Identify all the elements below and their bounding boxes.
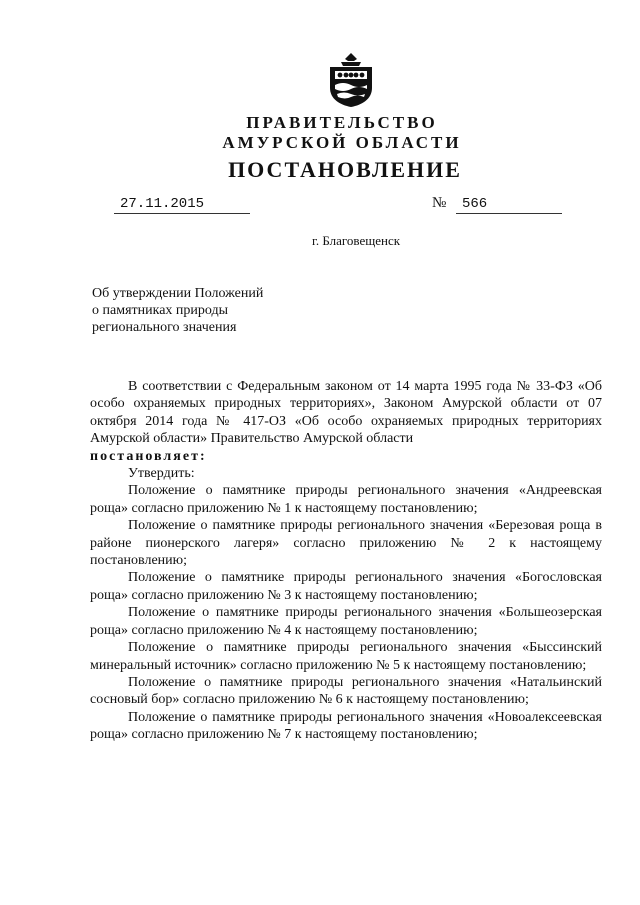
subject-line: о памятниках природы xyxy=(92,303,229,318)
decree-word: постановляет: xyxy=(90,448,207,464)
list-item: Положение о памятнике природы регионального значения «Андреевская роща» согласно приложению № 1 к настоящему постановлению; xyxy=(90,483,602,516)
list-item: Положение о памятнике природы регионального значения «Большеозерская роща» согласно приложению № 4 к настоящему постановлению; xyxy=(90,605,602,638)
government-title: ПРАВИТЕЛЬСТВО xyxy=(246,113,438,132)
region-title: АМУРСКОЙ ОБЛАСТИ xyxy=(222,133,462,152)
list-item: Положение о памятнике природы регионального значения «Березовая роща в районе пионерского лагеря» согласно приложению № 2 к настоящему постановлению; xyxy=(90,518,602,569)
coat-of-arms-emblem xyxy=(327,52,375,108)
document-body xyxy=(90,378,602,744)
number-sign: № xyxy=(432,195,447,211)
list-item: Положение о памятнике природы регионального значения «Быссинский минеральный источник» согласно приложению № 5 к настоящему постановлению; xyxy=(90,640,602,673)
date-underline xyxy=(114,213,250,214)
document-date: 27.11.2015 xyxy=(120,196,205,212)
approve-line: Утвердить: xyxy=(128,466,195,482)
document-type-title: ПОСТАНОВЛЕНИЕ xyxy=(228,157,462,182)
preamble-paragraph: В соответствии с Федеральным законом от 14 марта 1995 года № 33-ФЗ «Об особо охраняемых природных территориях», Законом Амурской области от 07 октября 2014 года № 417-ОЗ «Об особо охраняемых природных территориях Амурской области» Правительство Амурской области xyxy=(90,379,602,447)
list-item: Положение о памятнике природы регионального значения «Новоалексеевская роща» согласно приложению № 7 к настоящему постановлению; xyxy=(90,709,602,743)
document-number: 566 xyxy=(462,196,488,212)
list-item: Положение о памятнике природы регионального значения «Натальинский сосновый бор» согласно приложению № 6 к настоящему постановлению; xyxy=(90,674,602,708)
city-name: г. Благовещенск xyxy=(311,233,401,248)
number-underline xyxy=(456,213,562,214)
subject-line: регионального значения xyxy=(92,320,237,335)
subject-line: Об утверждении Положений xyxy=(92,286,264,301)
list-item: Положение о памятнике природы регионального значения «Богословская роща» согласно приложению № 3 к настоящему постановлению; xyxy=(90,570,602,603)
document-subject xyxy=(92,285,263,336)
